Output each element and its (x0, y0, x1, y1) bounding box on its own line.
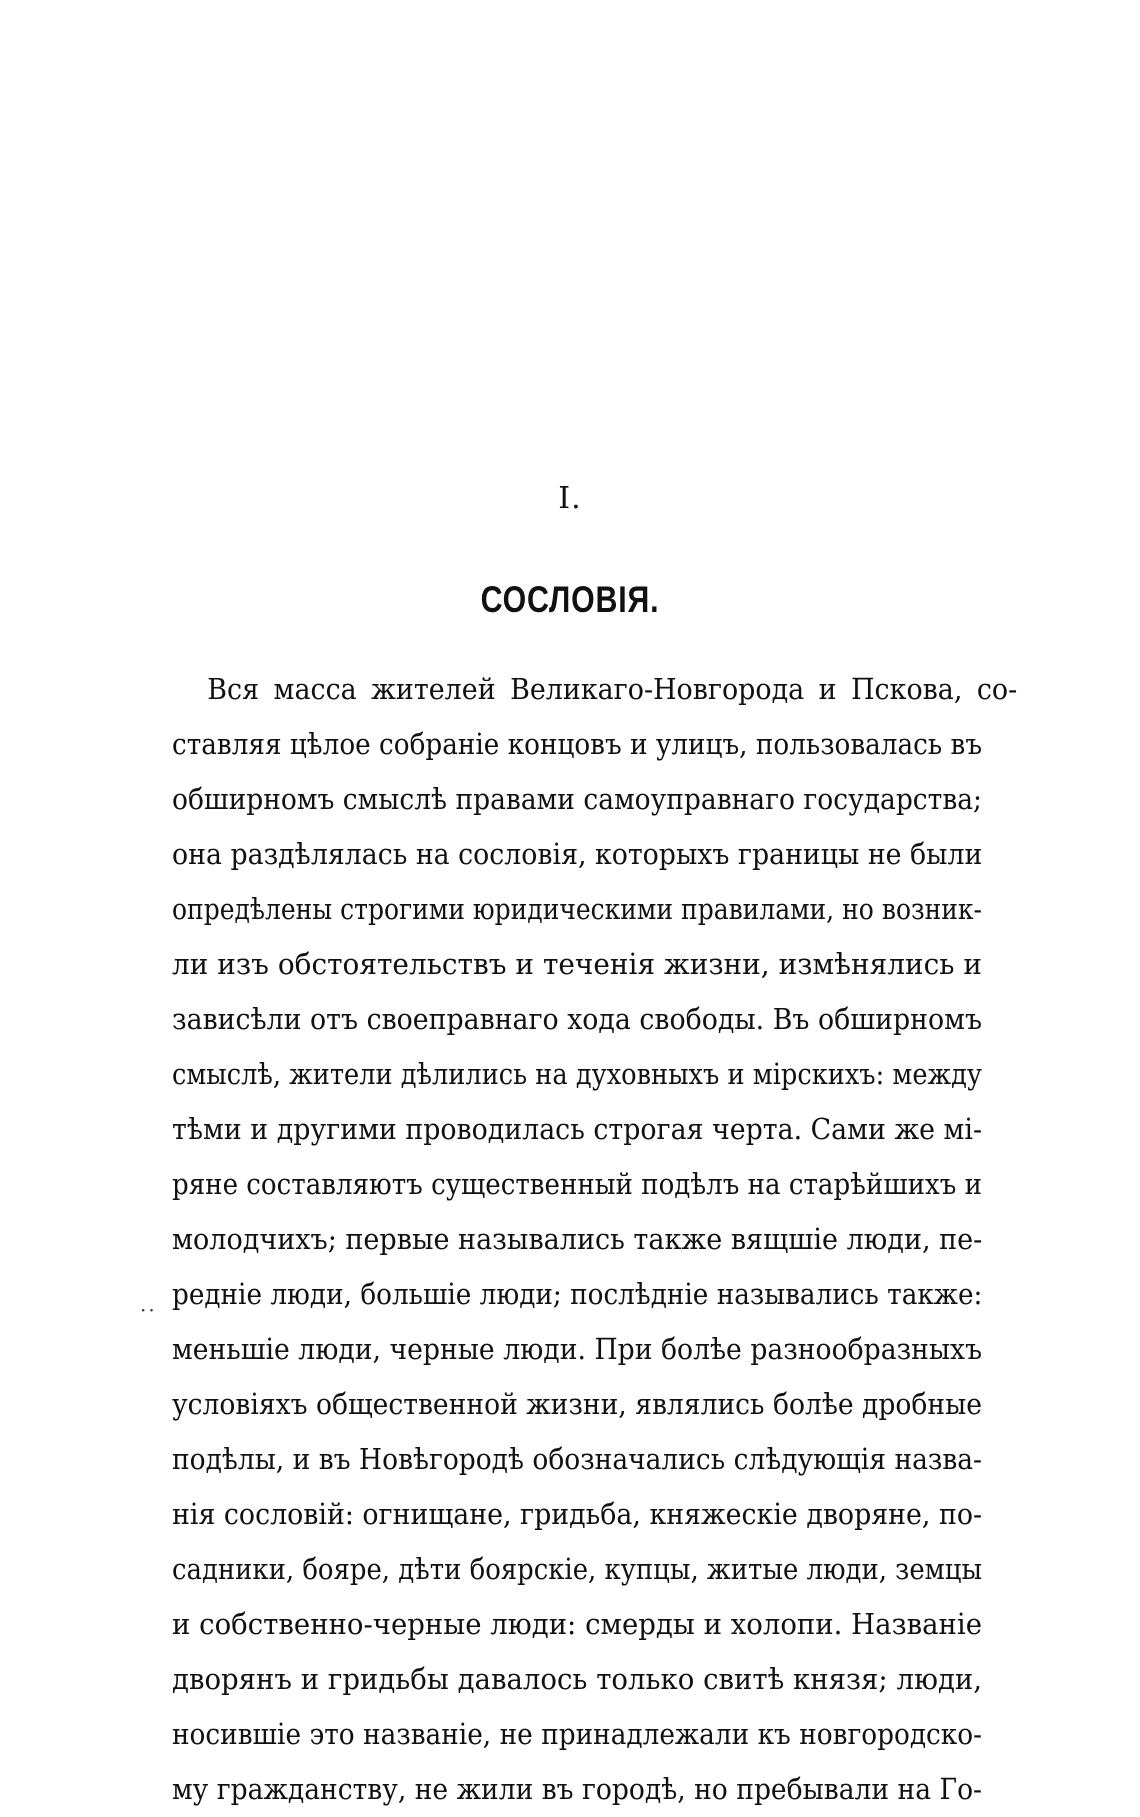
text-line: она раздѣлялась на сословія, которыхъ границы не были (172, 837, 983, 871)
text-line: подѣлы, и въ Новѣгородѣ обозначались слѣдующія назва- (172, 1442, 983, 1476)
text-line: Вся масса жителей Великаго-Новгорода и Пскова, со- (207, 672, 1018, 706)
text-line: носившіе это названіе, не принадлежали къ новгородско- (172, 1717, 983, 1751)
body-paragraph (172, 662, 1018, 1817)
text-line: редніе люди, большіе люди; послѣдніе назывались также: (172, 1277, 983, 1311)
text-line: молодчихъ; первые назывались также вящшіе люди, пе- (172, 1222, 983, 1256)
text-line: обширномъ смыслѣ правами самоуправнаго государства; (172, 782, 982, 816)
chapter-title: СОСЛОВІЯ. (480, 579, 660, 620)
text-line: зависѣли отъ своеправнаго хода свободы. Въ обширномъ (172, 1002, 982, 1036)
text-line: ставляя цѣлое собраніе концовъ и улицъ, пользовалась въ (172, 727, 983, 761)
chapter-number: I. (558, 481, 582, 516)
margin-mark: ·· (140, 1298, 157, 1322)
text-line: нія сословій: огнищане, гридьба, княжескіе дворяне, по- (172, 1497, 983, 1531)
text-line: условіяхъ общественной жизни, являлись болѣе дробные (172, 1387, 983, 1421)
text-line: тѣми и другими проводилась строгая черта. Сами же мі- (172, 1112, 983, 1146)
text-line: меньшіе люди, черные люди. При болѣе разнообразныхъ (172, 1332, 983, 1366)
text-line: смыслѣ, жители дѣлились на духовныхъ и мірскихъ: между (172, 1057, 983, 1091)
text-line: садники, бояре, дѣти боярскіе, купцы, житые люди, земцы (172, 1552, 983, 1586)
text-line: опредѣлены строгими юридическими правилами, но возник- (172, 892, 982, 926)
text-line: ряне составляютъ существенный подѣлъ на старѣйшихъ и (172, 1167, 982, 1201)
text-line: ли изъ обстоятельствъ и теченія жизни, измѣнялись и (172, 947, 982, 981)
text-line: и собственно-черные люди: смерды и холопи. Названіе (172, 1607, 983, 1641)
text-line: му гражданству, не жили въ городѣ, но пребывали на Го- (172, 1772, 983, 1806)
text-line: дворянъ и гридьбы давалось только свитѣ князя; люди, (172, 1662, 983, 1696)
